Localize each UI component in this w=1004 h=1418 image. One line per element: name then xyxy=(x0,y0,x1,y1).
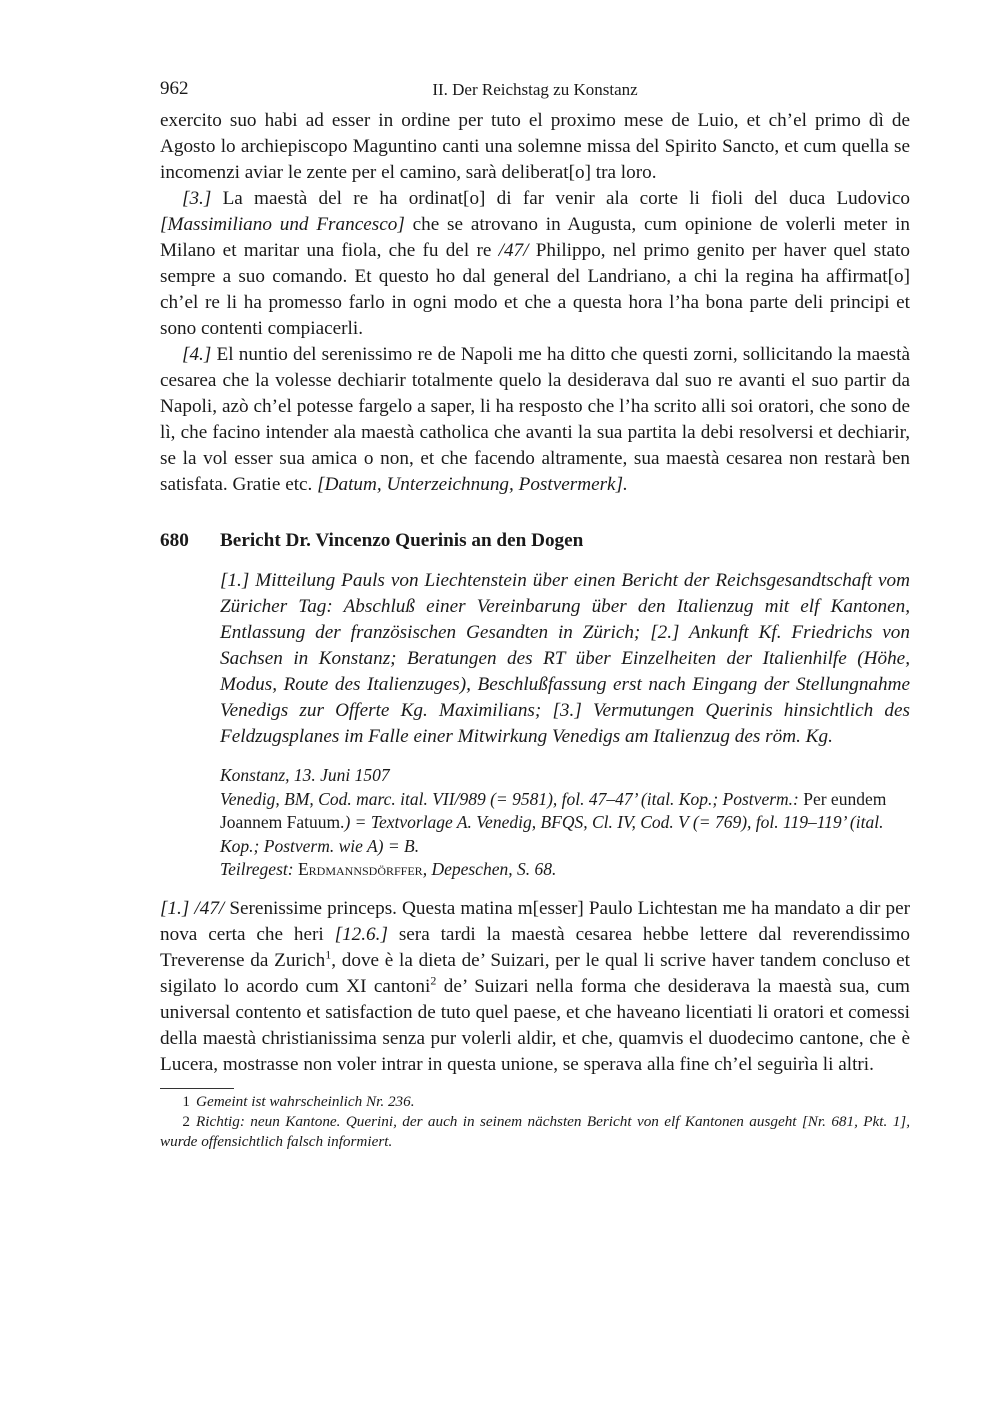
folio-marker: /47/ xyxy=(498,240,529,261)
author-name: Erdmannsdörffer xyxy=(297,859,423,879)
footnote-ref-2[interactable]: 2 xyxy=(430,973,437,988)
page xyxy=(160,78,910,1152)
section-marker: [3.] xyxy=(182,188,212,209)
paragraph-continued: exercito suo habi ad esser in ordine per tuto el proximo mese de Luio, et ch’el primo dì de Agosto lo archiepiscopo Maguntino canti una solemne missa del Spirito Sancto, et cum quella se incomenzi aviar le zente per el camino, sarà deliberat[o] tra loro. xyxy=(160,110,910,183)
editorial-note: [Datum, Unterzeichnung, Postvermerk]. xyxy=(317,474,628,495)
section-marker: [4.] xyxy=(182,344,212,365)
footnote-divider xyxy=(160,1088,234,1089)
page-number: 962 xyxy=(160,78,189,99)
teilregest: Teilregest: Erdmannsdörffer, Depeschen, S. 68. xyxy=(220,859,557,879)
document-regest: [1.] Mitteilung Pauls von Liechtenstein über einen Bericht der Reichsgesandtschaft vom Züricher Tag: Abschluß einer Vereinbarung über den Italienzug mit elf Kantonen, Entlassung der französischen Gesandten in Zürich; [2.] Ankunft Kf. Friedrichs von Sachsen in Konstanz; Beratungen des RT über Einzelheiten der Italienhilfe (Höhe, Modus, Route des Italienzuges), Beschlußfassung erst nach Eingang der Stellungnahme Venedigs zur Offerte Kg. Maximilians; [3.] Vermutungen Querinis hinsichtlich des Feldzugsplanes im Falle einer Mitwirkung Venedigs am Italienzug des röm. Kg. xyxy=(220,570,910,747)
editorial-date: [12.6.] xyxy=(334,923,388,945)
running-title: II. Der Reichstag zu Konstanz xyxy=(432,80,638,99)
document-body: [1.] /47/ Serenissime princeps. Questa matina m[esser] Paulo Lichtestan me ha mandato a dir per nova certa che heri [12.6.] sera tardi la maestà cesarea hebbe lettere dal reverendissimo Treverense da Zurich$^1$, dove è la dieta de’ Suizari, per le qual li scrive haver tandem concluso et sigilato lo acordo cum XI cantoni$^2$ de’ Suizari nella forma che desiderava la maestà sua, cum universal contento et satisfaction de tuto quel paese, et che haveano licentiati li oratori et comessi della maestà christianissima senza pur volerli aldir, et che, quamvis el duodecimo cantone, che è Lucera, mostrasse non voler intrar in questa unione, se sperava alla fine ch’el seguirìa li altri. xyxy=(160,897,910,1075)
source-apparatus xyxy=(220,764,910,882)
source-listing: Venedig, BM, Cod. marc. ital. VII/989 (= 9581), fol. 47–47’ (ital. Kop.; Postverm.: Per eundem Joannem Fatuum.) = Textvorlage A. Venedig, BFQS, Cl. IV, Cod. V (= 769), fol. 119–119’ (ital. Kop.; Postverm. wie A) = B. xyxy=(220,788,887,856)
footnote-2: 2 Richtig: neun Kantone. Querini, der auch in seinem nächsten Bericht von elf Kantonen ausgeht [Nr. 681, Pkt. 1], wurde offensichtlich falsch informiert. xyxy=(160,1112,910,1150)
document-heading xyxy=(160,528,910,554)
date-place: Konstanz, 13. Juni 1507 xyxy=(220,765,390,785)
section-marker: [1.] /47/ xyxy=(160,897,225,919)
document-title: Bericht Dr. Vincenzo Querinis an den Dogen xyxy=(220,530,584,551)
editorial-note: [Massimiliano und Francesco] xyxy=(160,214,405,235)
footnote-ref-1[interactable]: 1 xyxy=(325,947,332,962)
document-number: 680 xyxy=(160,530,189,551)
paragraph-4: [4.] El nuntio del serenissimo re de Napoli me ha ditto che questi zorni, sollicitando la maestà cesarea che la volesse dechiarir totalmente quelo la desiderava dal suo re avanti el suo partir da Napoli, azò ch’el potesse fargelo a saper, li ha resposto che l’ha scrito alli soi oratori, che sono de lì, che facino intender ala maestà catholica che avanti la sua partita la debi resolversi et dechiarir, se la vol esser sua amica o non, et che facendo altramente, sua maestà cesarea non restarà ben satisfata. Gratie etc. [Datum, Unterzeichnung, Postvermerk]. xyxy=(160,344,910,495)
paragraph-3: [3.] La maestà del re ha ordinat[o] di far venir ala corte li fioli del duca Ludovico [Massimiliano und Francesco] che se atrovano in Augusta, cum opinione de volerli meter in Milano et maritar una fiola, che fu del re /47/ Philippo, nel primo genito per haver quel stato sempre a suo comando. Et questo ho dal general del Landriano, a chi la regina ha affirmat[o] ch’el re li ha promesso farlo in ogni modo et che a questa hora l’ha bona parte deli principi et sono contenti compiacerli. xyxy=(160,188,911,339)
footnote-1: 1 Gemeint ist wahrscheinlich Nr. 236. xyxy=(182,1092,415,1110)
running-header xyxy=(160,78,910,108)
